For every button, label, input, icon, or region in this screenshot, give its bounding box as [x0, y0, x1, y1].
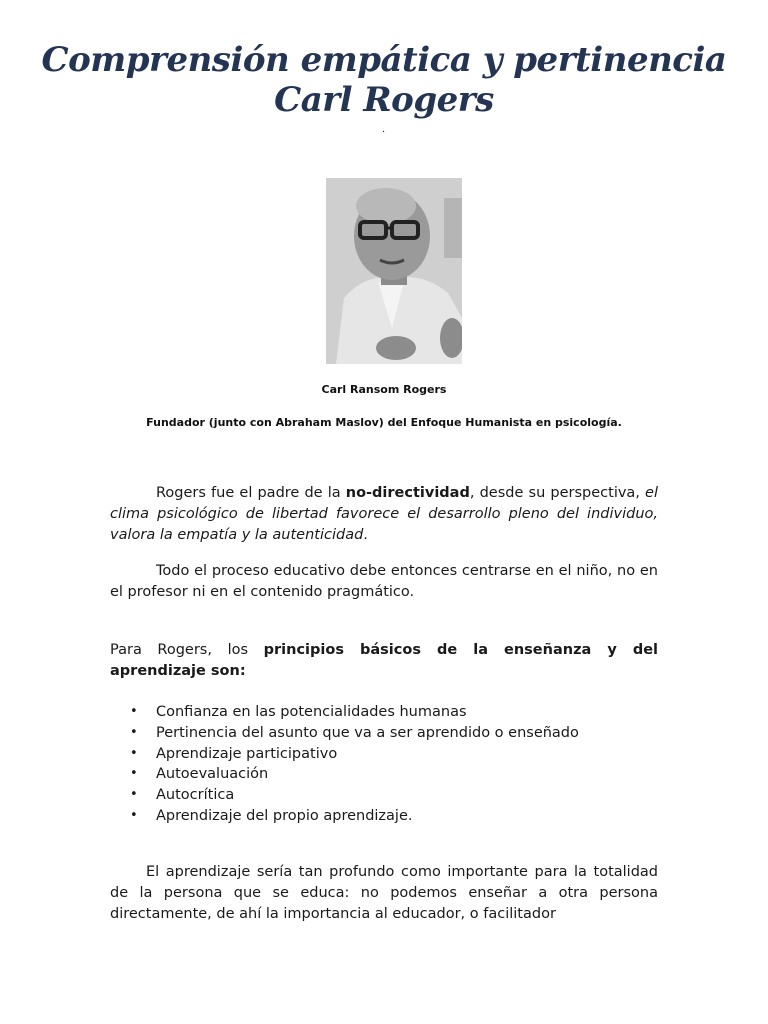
document-title: Comprensión empática y pertinencia: [41, 40, 727, 80]
p1-text-e: .: [363, 527, 368, 543]
list-item-text: Autocrítica: [156, 787, 235, 804]
bullet-icon: •: [130, 745, 138, 761]
list-item-text: Aprendizaje participativo: [156, 745, 338, 762]
list-item: [110, 785, 658, 806]
principles-list: [110, 702, 658, 827]
p3-colon: :: [239, 663, 246, 679]
list-item-text: Autoevaluación: [156, 766, 269, 783]
paragraph-aprendizaje: [110, 862, 658, 925]
list-item: [110, 702, 658, 723]
bullet-icon: •: [130, 807, 138, 823]
carl-rogers-photo: [326, 178, 462, 364]
p1-italic-text: el clima psicológico de libertad favorece el desarrollo pleno del individuo, valora la empatía y la autenticidad: [110, 485, 658, 543]
paragraph-proceso-educativo: [110, 561, 658, 603]
bullet-icon: •: [130, 787, 138, 803]
p1-text-c: , desde su perspectiva,: [469, 485, 646, 501]
dot-mark: .: [382, 124, 386, 135]
list-item-text: Aprendizaje del propio aprendizaje.: [156, 807, 413, 824]
photo-caption-description: Fundador (junto con Abraham Maslov) del Enfoque Humanista en psicología.: [146, 416, 622, 429]
p1-text-a: Rogers fue el padre de la: [156, 485, 346, 501]
list-item: [110, 744, 658, 765]
paragraph-principios: [110, 640, 658, 682]
paragraph-no-directividad: [110, 483, 658, 546]
list-item-text: Pertinencia del asunto que va a ser aprendido o enseñado: [156, 724, 579, 741]
document-subtitle: Carl Rogers: [274, 80, 494, 120]
bullet-icon: •: [130, 724, 138, 740]
list-item: [110, 806, 658, 827]
p4-text: El aprendizaje sería tan profundo como importante para la totalidad de la persona que se educa: no podemos enseñar a otra persona directamente, de ahí la importancia al educador, o facilitador: [110, 864, 658, 922]
list-item: [110, 764, 658, 785]
photo-caption-name: Carl Ransom Rogers: [321, 383, 447, 396]
list-item-text: Confianza en las potencialidades humanas: [156, 704, 467, 720]
portrait-illustration: [326, 178, 462, 364]
p2-text: Todo el proceso educativo debe entonces centrarse en el niño, no en el profesor ni en el contenido pragmático.: [110, 563, 658, 600]
p3-text-a: Para Rogers, los: [110, 642, 264, 658]
list-item: [110, 723, 658, 744]
p1-bold-term: no-directividad: [345, 485, 470, 501]
bullet-icon: •: [130, 704, 138, 719]
p3-bold-text: principios básicos de la enseñanza y del aprendizaje son: [110, 642, 659, 679]
bullet-icon: •: [130, 766, 138, 782]
